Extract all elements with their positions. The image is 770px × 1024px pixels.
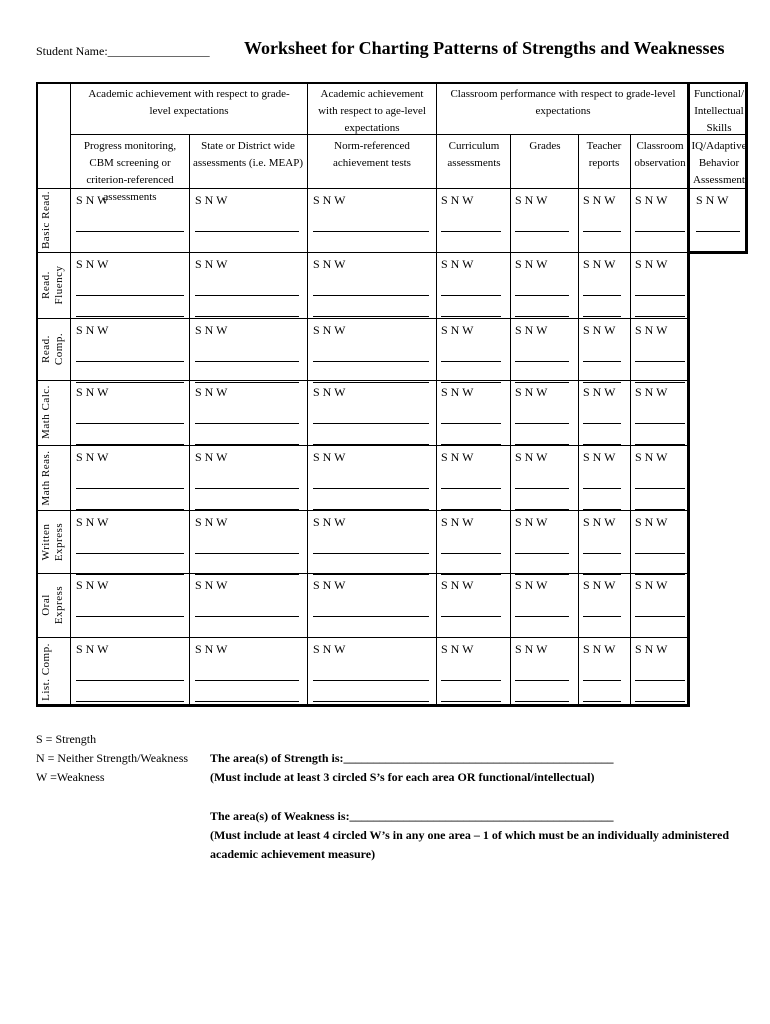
row-label: Math Calc. xyxy=(40,385,52,439)
blank-line[interactable] xyxy=(515,231,569,232)
snw-choice[interactable]: S N W xyxy=(195,450,228,464)
strength-line[interactable]: The area(s) of Strength is:_____________________________________________ xyxy=(210,751,614,765)
strength-note: (Must include at least 3 circled S’s for each area OR functional/intellectual) xyxy=(210,770,595,784)
blank-line[interactable] xyxy=(313,444,429,445)
snw-choice[interactable]: S N W xyxy=(76,385,109,399)
blank-line[interactable] xyxy=(583,488,621,489)
blank-line[interactable] xyxy=(515,680,569,681)
blank-line[interactable] xyxy=(313,488,429,489)
header-curriculum: Curriculum assessments xyxy=(447,140,501,169)
response-cell[interactable] xyxy=(76,446,184,510)
row-label: List. Comp. xyxy=(40,643,52,701)
response-cell[interactable] xyxy=(441,319,501,383)
header-teacher: Teacher reports xyxy=(586,140,622,169)
response-cell[interactable] xyxy=(635,189,685,253)
response-cell[interactable] xyxy=(313,381,429,445)
blank-line[interactable] xyxy=(441,316,501,317)
response-cell[interactable] xyxy=(76,511,184,575)
blank-line[interactable] xyxy=(195,701,299,702)
header-progress: Progress monitoring, CBM screening or criterion-referenced assessments xyxy=(83,140,177,203)
legend-weakness: W =Weakness xyxy=(36,770,105,784)
snw-choice[interactable]: S N W xyxy=(313,578,346,592)
blank-line[interactable] xyxy=(195,488,299,489)
snw-choice[interactable]: S N W xyxy=(583,642,616,656)
blank-line[interactable] xyxy=(76,444,184,445)
snw-choice[interactable]: S N W xyxy=(441,642,474,656)
snw-choice[interactable]: S N W xyxy=(76,193,109,207)
snw-choice[interactable]: S N W xyxy=(313,450,346,464)
response-cell[interactable] xyxy=(635,574,685,638)
blank-line[interactable] xyxy=(515,553,569,554)
blank-line[interactable] xyxy=(635,361,685,362)
blank-line[interactable] xyxy=(635,488,685,489)
response-cell[interactable] xyxy=(583,574,621,638)
snw-choice[interactable]: S N W xyxy=(441,450,474,464)
row-label: Read. Comp. xyxy=(40,332,65,366)
blank-line[interactable] xyxy=(635,680,685,681)
blank-line[interactable] xyxy=(76,423,184,424)
response-cell[interactable] xyxy=(313,319,429,383)
response-cell[interactable] xyxy=(76,189,184,253)
blank-line[interactable] xyxy=(635,616,685,617)
blank-line[interactable] xyxy=(441,295,501,296)
legend-neither: N = Neither Strength/Weakness xyxy=(36,751,189,765)
response-cell[interactable] xyxy=(635,319,685,383)
response-cell[interactable] xyxy=(313,511,429,575)
snw-choice[interactable]: S N W xyxy=(441,515,474,529)
response-cell[interactable] xyxy=(583,319,621,383)
row-label: Math Reas. xyxy=(40,450,52,506)
grid-line xyxy=(189,134,190,707)
blank-line[interactable] xyxy=(313,361,429,362)
blank-line[interactable] xyxy=(635,553,685,554)
blank-line[interactable] xyxy=(696,231,740,232)
response-cell[interactable] xyxy=(195,253,299,317)
blank-line[interactable] xyxy=(76,295,184,296)
snw-choice[interactable]: S N W xyxy=(195,385,228,399)
snw-choice[interactable]: S N W xyxy=(696,193,729,207)
blank-line[interactable] xyxy=(441,444,501,445)
blank-line[interactable] xyxy=(583,680,621,681)
response-cell[interactable] xyxy=(195,319,299,383)
blank-line[interactable] xyxy=(76,553,184,554)
blank-line[interactable] xyxy=(76,680,184,681)
response-cell[interactable] xyxy=(583,381,621,445)
blank-line[interactable] xyxy=(583,295,621,296)
blank-line[interactable] xyxy=(441,488,501,489)
blank-line[interactable] xyxy=(635,701,685,702)
snw-choice[interactable]: S N W xyxy=(583,323,616,337)
response-cell[interactable] xyxy=(696,189,740,253)
blank-line[interactable] xyxy=(515,423,569,424)
snw-choice[interactable]: S N W xyxy=(76,578,109,592)
snw-choice[interactable]: S N W xyxy=(515,450,548,464)
response-cell[interactable] xyxy=(313,638,429,702)
blank-line[interactable] xyxy=(76,361,184,362)
response-cell[interactable] xyxy=(583,253,621,317)
snw-choice[interactable]: S N W xyxy=(441,385,474,399)
blank-line[interactable] xyxy=(313,316,429,317)
response-cell[interactable] xyxy=(583,511,621,575)
snw-choice[interactable]: S N W xyxy=(583,515,616,529)
response-cell[interactable] xyxy=(313,189,429,253)
snw-choice[interactable]: S N W xyxy=(515,193,548,207)
snw-choice[interactable]: S N W xyxy=(313,257,346,271)
snw-choice[interactable]: S N W xyxy=(441,323,474,337)
blank-line[interactable] xyxy=(441,680,501,681)
snw-choice[interactable]: S N W xyxy=(313,193,346,207)
snw-choice[interactable]: S N W xyxy=(76,515,109,529)
response-cell[interactable] xyxy=(635,511,685,575)
weakness-note: (Must include at least 4 circled W’s in any one area – 1 of which must be an individually administered academic achievement measure) xyxy=(210,828,730,861)
snw-choice[interactable]: S N W xyxy=(583,385,616,399)
blank-line[interactable] xyxy=(195,616,299,617)
blank-line[interactable] xyxy=(515,316,569,317)
snw-choice[interactable]: S N W xyxy=(583,257,616,271)
snw-choice[interactable]: S N W xyxy=(195,323,228,337)
blank-line[interactable] xyxy=(76,488,184,489)
response-cell[interactable] xyxy=(195,189,299,253)
blank-line[interactable] xyxy=(635,316,685,317)
response-cell[interactable] xyxy=(441,381,501,445)
response-cell[interactable] xyxy=(313,446,429,510)
blank-line[interactable] xyxy=(635,444,685,445)
blank-line[interactable] xyxy=(195,316,299,317)
snw-choice[interactable]: S N W xyxy=(195,257,228,271)
snw-choice[interactable]: S N W xyxy=(635,385,668,399)
blank-line[interactable] xyxy=(313,616,429,617)
blank-line[interactable] xyxy=(515,488,569,489)
blank-line[interactable] xyxy=(313,553,429,554)
blank-line[interactable] xyxy=(313,701,429,702)
blank-line[interactable] xyxy=(583,701,621,702)
blank-line[interactable] xyxy=(696,252,740,253)
blank-line[interactable] xyxy=(441,553,501,554)
snw-choice[interactable]: S N W xyxy=(515,578,548,592)
response-cell[interactable] xyxy=(515,446,569,510)
response-cell[interactable] xyxy=(515,574,569,638)
blank-line[interactable] xyxy=(313,680,429,681)
grid-line xyxy=(307,82,308,707)
snw-choice[interactable]: S N W xyxy=(195,642,228,656)
student-name-field[interactable]: Student Name:_________________ xyxy=(36,44,210,58)
snw-choice[interactable]: S N W xyxy=(583,578,616,592)
snw-choice[interactable]: S N W xyxy=(313,323,346,337)
header-grades: Grades xyxy=(529,140,561,152)
blank-line[interactable] xyxy=(441,616,501,617)
weakness-section xyxy=(210,807,750,864)
snw-choice[interactable]: S N W xyxy=(76,323,109,337)
grid-line xyxy=(70,82,71,707)
blank-line[interactable] xyxy=(583,509,621,510)
blank-line[interactable] xyxy=(515,509,569,510)
snw-choice[interactable]: S N W xyxy=(441,578,474,592)
blank-line[interactable] xyxy=(76,509,184,510)
snw-choice[interactable]: S N W xyxy=(583,193,616,207)
blank-line[interactable] xyxy=(515,701,569,702)
snw-choice[interactable]: S N W xyxy=(515,515,548,529)
blank-line[interactable] xyxy=(195,444,299,445)
header-iq: IQ/Adaptive Behavior Assessment xyxy=(691,140,747,186)
response-cell[interactable] xyxy=(76,319,184,383)
snw-choice[interactable]: S N W xyxy=(635,323,668,337)
blank-line[interactable] xyxy=(583,316,621,317)
response-cell[interactable] xyxy=(195,381,299,445)
snw-choice[interactable]: S N W xyxy=(313,515,346,529)
blank-line[interactable] xyxy=(583,423,621,424)
page-title: Worksheet for Charting Patterns of Strengths and Weaknesses xyxy=(244,38,725,58)
snw-choice[interactable]: S N W xyxy=(583,450,616,464)
header-age-level: Academic achievement with respect to age-level expectations xyxy=(318,88,426,134)
blank-line[interactable] xyxy=(313,231,429,232)
blank-line[interactable] xyxy=(583,444,621,445)
blank-line[interactable] xyxy=(313,509,429,510)
blank-line[interactable] xyxy=(635,509,685,510)
blank-line[interactable] xyxy=(635,295,685,296)
grid-line xyxy=(436,82,437,707)
blank-line[interactable] xyxy=(313,423,429,424)
snw-choice[interactable]: S N W xyxy=(195,515,228,529)
blank-line[interactable] xyxy=(76,231,184,232)
response-cell[interactable] xyxy=(635,253,685,317)
response-cell[interactable] xyxy=(441,253,501,317)
snw-choice[interactable]: S N W xyxy=(441,193,474,207)
blank-line[interactable] xyxy=(583,231,621,232)
snw-choice[interactable]: S N W xyxy=(635,578,668,592)
blank-line[interactable] xyxy=(441,361,501,362)
response-cell[interactable] xyxy=(195,446,299,510)
snw-choice[interactable]: S N W xyxy=(313,385,346,399)
header-classroom: Classroom performance with respect to grade-level expectations xyxy=(450,88,676,117)
header-grade-level: Academic achievement with respect to grade-level expectations xyxy=(88,88,290,117)
blank-line[interactable] xyxy=(515,295,569,296)
header-state: State or District wide assessments (i.e. MEAP) xyxy=(193,140,303,169)
response-cell[interactable] xyxy=(515,381,569,445)
snw-choice[interactable]: S N W xyxy=(515,323,548,337)
snw-choice[interactable]: S N W xyxy=(76,642,109,656)
snw-choice[interactable]: S N W xyxy=(195,578,228,592)
response-cell[interactable] xyxy=(441,511,501,575)
response-cell[interactable] xyxy=(515,253,569,317)
grid-line xyxy=(510,134,511,707)
response-cell[interactable] xyxy=(195,574,299,638)
header-norm: Norm-referenced achievement tests xyxy=(333,140,411,169)
response-cell[interactable] xyxy=(583,189,621,253)
response-cell[interactable] xyxy=(515,319,569,383)
response-cell[interactable] xyxy=(515,511,569,575)
response-cell[interactable] xyxy=(441,574,501,638)
blank-line[interactable] xyxy=(76,616,184,617)
blank-line[interactable] xyxy=(313,295,429,296)
snw-choice[interactable]: S N W xyxy=(195,193,228,207)
snw-choice[interactable]: S N W xyxy=(313,642,346,656)
blank-line[interactable] xyxy=(583,361,621,362)
response-cell[interactable] xyxy=(441,446,501,510)
strength-section xyxy=(210,749,750,787)
response-cell[interactable] xyxy=(583,446,621,510)
header-functional: Functional/ Intellectual Skills xyxy=(693,88,745,134)
snw-choice[interactable]: S N W xyxy=(76,257,109,271)
blank-line[interactable] xyxy=(583,553,621,554)
response-cell[interactable] xyxy=(76,381,184,445)
snw-choice[interactable]: S N W xyxy=(515,257,548,271)
response-cell[interactable] xyxy=(76,638,184,702)
blank-line[interactable] xyxy=(515,361,569,362)
weakness-line[interactable]: The area(s) of Weakness is:____________________________________________ xyxy=(210,809,614,823)
blank-line[interactable] xyxy=(515,444,569,445)
blank-line[interactable] xyxy=(195,553,299,554)
response-cell[interactable] xyxy=(313,253,429,317)
response-cell[interactable] xyxy=(76,253,184,317)
snw-choice[interactable]: S N W xyxy=(635,193,668,207)
blank-line[interactable] xyxy=(441,509,501,510)
blank-line[interactable] xyxy=(515,616,569,617)
header-observation: Classroom observation xyxy=(634,140,686,169)
snw-choice[interactable]: S N W xyxy=(515,385,548,399)
row-label: Read. Fluency xyxy=(40,265,65,305)
snw-choice[interactable]: S N W xyxy=(635,642,668,656)
response-cell[interactable] xyxy=(515,638,569,702)
snw-choice[interactable]: S N W xyxy=(441,257,474,271)
blank-line[interactable] xyxy=(76,701,184,702)
response-cell[interactable] xyxy=(635,446,685,510)
response-cell[interactable] xyxy=(76,574,184,638)
blank-line[interactable] xyxy=(635,423,685,424)
response-cell[interactable] xyxy=(195,511,299,575)
blank-line[interactable] xyxy=(195,423,299,424)
blank-line[interactable] xyxy=(635,231,685,232)
response-cell[interactable] xyxy=(583,638,621,702)
blank-line[interactable] xyxy=(195,361,299,362)
snw-choice[interactable]: S N W xyxy=(76,450,109,464)
response-cell[interactable] xyxy=(635,381,685,445)
row-label: Oral Express xyxy=(40,585,65,625)
blank-line[interactable] xyxy=(195,509,299,510)
response-cell[interactable] xyxy=(441,638,501,702)
snw-choice[interactable]: S N W xyxy=(635,515,668,529)
blank-line[interactable] xyxy=(441,423,501,424)
legend-strength: S = Strength xyxy=(36,732,97,746)
snw-choice[interactable]: S N W xyxy=(635,257,668,271)
legend xyxy=(36,730,188,787)
blank-line[interactable] xyxy=(76,316,184,317)
grid-line xyxy=(630,134,631,707)
row-label: Written Express xyxy=(40,522,65,562)
response-cell[interactable] xyxy=(313,574,429,638)
blank-line[interactable] xyxy=(195,231,299,232)
blank-line[interactable] xyxy=(583,616,621,617)
blank-line[interactable] xyxy=(441,231,501,232)
blank-line[interactable] xyxy=(195,680,299,681)
response-cell[interactable] xyxy=(195,638,299,702)
row-label: Basic Read. xyxy=(40,190,52,250)
response-cell[interactable] xyxy=(635,638,685,702)
response-cell[interactable] xyxy=(515,189,569,253)
response-cell[interactable] xyxy=(441,189,501,253)
blank-line[interactable] xyxy=(441,701,501,702)
snw-choice[interactable]: S N W xyxy=(515,642,548,656)
snw-choice[interactable]: S N W xyxy=(635,450,668,464)
grid-line xyxy=(578,134,579,707)
blank-line[interactable] xyxy=(195,295,299,296)
